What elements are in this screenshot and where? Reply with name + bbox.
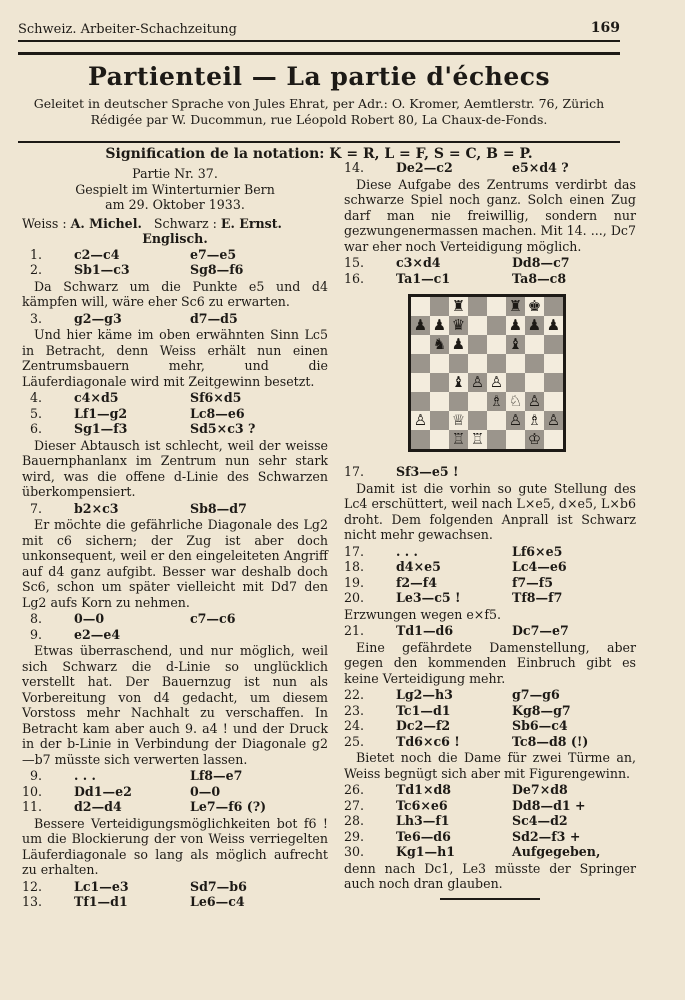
board-square — [411, 373, 430, 392]
board-square — [525, 354, 544, 373]
commentary: Da Schwarz um die Punkte e5 und d4 kämpfen will, wäre eher Sc6 zu erwarten. — [22, 278, 328, 309]
board-square — [544, 392, 563, 411]
commentary: Und hier käme im oben erwähnten Sinn Lc5 in Betracht, denn Weiss erhält nun einen Zentrumsbauern mehr, und die Läuferdiagonale wird mit Zeitgewinn besetzt. — [22, 327, 328, 389]
black-move: Ta8—c8 — [512, 270, 567, 286]
move-row — [344, 160, 636, 176]
white-move: De2—c2 — [396, 160, 453, 175]
black-move: d7—d5 — [190, 310, 238, 326]
white-move: b2×c3 — [74, 500, 119, 516]
commentary: Bietet noch die Dame für zwei Türme an, Weiss begnügt sich aber mit Figurengewinn. — [344, 750, 636, 781]
black-player: E. Ernst. — [220, 215, 282, 231]
board-square — [468, 335, 487, 354]
commentary: Etwas überraschend, und nur möglich, weil sich Schwarz die d-Linie so unglücklich verstellt hat. Der Bauernzug ist nun als Vorbereitung von d4 gedacht, um diesem Vorstoss mehr Nachhalt zu verschaffen. In Betracht kam aber auch 9. a4 ! und der Druck in der b-Linie in Verbindung der Diagonale g2—b7 müsste sich verwerten lassen. — [22, 643, 328, 767]
right-column — [344, 160, 636, 900]
white-move: f2—f4 — [396, 574, 437, 590]
board-square — [468, 411, 487, 430]
move-row — [22, 247, 328, 263]
move-row — [22, 611, 328, 627]
chess-piece-square: ♗ — [487, 392, 506, 411]
move-row — [22, 311, 328, 327]
editor-german: Geleitet in deutscher Sprache von Jules Ehrat, per Adr.: O. Kromer, Aemtlerstr. 76, Zürich — [33, 96, 605, 111]
commentary: Eine gefährdete Damenstellung, aber gegen den kommenden Einbruch gibt es keine Verteidigung mehr. — [344, 639, 636, 686]
chess-piece-square: ♛ — [449, 316, 468, 335]
white-move: c3×d4 — [396, 255, 441, 270]
move-row — [344, 734, 636, 750]
white-move: d2—d4 — [74, 799, 122, 814]
black-move: Le6—c4 — [190, 894, 245, 909]
chess-piece-square: ♜ — [506, 297, 525, 316]
move-number: 24. — [344, 718, 365, 733]
black-move: Dd8—c7 — [512, 255, 570, 270]
move-number: 19. — [344, 574, 365, 590]
end-rule — [440, 898, 540, 900]
commentary: Erzwungen wegen e×f5. — [344, 606, 502, 622]
move-number: 10. — [22, 783, 43, 799]
move-number: 16. — [344, 270, 365, 286]
chess-piece-square: ♘ — [506, 392, 525, 411]
black-move: c7—c6 — [190, 611, 236, 626]
title-bottom-rule — [18, 141, 620, 143]
chess-piece-square: ♙ — [468, 373, 487, 392]
chess-piece-square: ♟ — [544, 316, 563, 335]
move-number: 8. — [29, 611, 42, 626]
move-row — [344, 544, 636, 560]
commentary: Diese Aufgabe des Zentrums verdirbt das schwarze Spiel noch ganz. Solch einen Zug darf man nie freiwillig, sondern nur gezwungenermassen machen. Mit 14. ..., Dc7 war eher noch Verteidigung möglich. — [344, 176, 636, 254]
white-move: 0—0 — [74, 611, 105, 626]
move-number: 12. — [22, 878, 43, 894]
white-move: Lh3—f1 — [396, 813, 450, 828]
move-number: 7. — [29, 500, 42, 516]
chess-piece-square: ♕ — [449, 411, 468, 430]
game-number: Partie Nr. 37. — [132, 166, 218, 181]
board-square — [544, 373, 563, 392]
board-square — [506, 373, 525, 392]
white-move: Ta1—c1 — [396, 270, 451, 286]
board-square — [468, 316, 487, 335]
black-move: Dd8—d1 + — [512, 797, 586, 813]
black-move: 0—0 — [190, 783, 221, 799]
board-square — [487, 316, 506, 335]
move-number: 20. — [344, 590, 365, 605]
white-move: Dd1—e2 — [74, 783, 132, 799]
board-square — [411, 297, 430, 316]
board-square — [525, 373, 544, 392]
white-move: Sf3—e5 ! — [396, 464, 459, 479]
opening-name: Englisch. — [142, 231, 208, 246]
chess-piece-square: ♖ — [449, 430, 468, 449]
move-number: 17. — [344, 464, 365, 479]
move-number: 15. — [344, 255, 365, 270]
black-move: Sb8—d7 — [190, 500, 247, 516]
black-move: Tc8—d8 (!) — [512, 733, 589, 749]
move-row — [344, 271, 636, 287]
board-square — [506, 430, 525, 449]
move-number: 9. — [29, 768, 42, 783]
white-move: Sb1—c3 — [74, 262, 130, 277]
board-square — [411, 430, 430, 449]
white-move: Td6×c6 ! — [396, 733, 460, 749]
black-move: Sg8—f6 — [190, 262, 244, 277]
chess-piece-square: ♝ — [506, 335, 525, 354]
move-row — [344, 829, 636, 845]
black-move — [170, 627, 328, 643]
move-row — [344, 590, 636, 606]
move-number: 11. — [22, 799, 43, 814]
page-number: 169 — [590, 20, 620, 36]
black-move: Le7—f6 (?) — [190, 799, 267, 814]
move-row — [344, 255, 636, 271]
board-square — [430, 411, 449, 430]
move-number: 6. — [29, 421, 42, 436]
move-row — [344, 813, 636, 829]
players-line — [22, 216, 328, 232]
board-square — [487, 411, 506, 430]
board-square — [430, 373, 449, 392]
white-move: Tf1—d1 — [74, 894, 128, 909]
move-number: 9. — [29, 626, 42, 642]
move-row — [22, 894, 328, 910]
white-player: A. Michel. — [70, 215, 142, 231]
move-row — [344, 798, 636, 814]
white-move: Lg2—h3 — [396, 687, 453, 702]
move-number: 5. — [29, 405, 42, 421]
black-move: Kg8—g7 — [512, 702, 571, 718]
chess-piece-square: ♔ — [525, 430, 544, 449]
commentary: Bessere Verteidigungsmöglichkeiten bot f6 ! um die Blockierung der von Weiss verriegelten Läuferdiagonale so lang als möglich aufrecht zu erhalten. — [22, 815, 328, 877]
board-square — [544, 430, 563, 449]
chess-piece-square: ♗ — [525, 411, 544, 430]
white-move: e2—e4 — [74, 626, 121, 642]
chess-diagram — [408, 294, 566, 452]
right-move-list-bottom — [344, 464, 636, 892]
header-rule — [18, 40, 620, 42]
move-number: 21. — [344, 623, 365, 638]
black-move: Sf6×d5 — [190, 390, 242, 405]
white-move: Td1×d8 — [396, 782, 452, 797]
board-square — [487, 335, 506, 354]
chess-piece-square: ♙ — [411, 411, 430, 430]
commentary: Damit ist die vorhin so gute Stellung des Lc4 erschüttert, weil nach L×e5, d×e5, L×b6 droht. Dem folgenden Anprall ist Schwarz nicht mehr gewachsen. — [344, 480, 636, 542]
board-square — [544, 335, 563, 354]
commentary: denn nach Dc1, Le3 müsste der Springer auch noch dran glauben. — [344, 860, 636, 891]
chess-piece-square: ♟ — [449, 335, 468, 354]
move-number: 18. — [344, 559, 365, 574]
black-move: Sd2—f3 + — [512, 828, 581, 844]
white-move: Kg1—h1 — [396, 844, 456, 859]
move-number: 22. — [344, 687, 365, 702]
white-move: c4×d5 — [74, 390, 119, 405]
move-row — [22, 262, 328, 278]
move-number: 30. — [344, 844, 365, 859]
white-move: c2—c4 — [74, 246, 120, 262]
black-move: e7—e5 — [190, 246, 237, 262]
black-move — [492, 464, 636, 480]
board-square — [544, 297, 563, 316]
white-move: Te6—d6 — [396, 828, 451, 844]
chess-piece-square: ♝ — [449, 373, 468, 392]
white-move: Lc1—e3 — [74, 878, 129, 894]
chess-piece-square: ♙ — [487, 373, 506, 392]
chess-piece-square: ♟ — [525, 316, 544, 335]
black-move: Lc4—e6 — [512, 559, 567, 574]
board-square — [430, 430, 449, 449]
move-number: 2. — [29, 262, 42, 277]
chess-piece-square: ♟ — [430, 316, 449, 335]
move-number: 27. — [344, 797, 365, 813]
board-square — [411, 392, 430, 411]
white-move: Le3—c5 ! — [396, 590, 461, 605]
black-move: Dc7—e7 — [512, 623, 569, 638]
chess-piece-square: ♙ — [544, 411, 563, 430]
move-row — [22, 390, 328, 406]
board-square — [468, 354, 487, 373]
board-square — [487, 354, 506, 373]
move-number: 3. — [29, 310, 42, 326]
commentary: Er möchte die gefährliche Diagonale des Lg2 mit c6 sichern; der Zug ist aber doch unkonsequent, weil er den eingeleiteten Angriff auf d4 ganz aufgibt. Besser war deshalb doch Sc6, schon um später vielleicht mit Dd7 den Lg2 aufs Korn zu nehmen. — [22, 517, 328, 610]
move-row — [22, 501, 328, 517]
move-number: 13. — [22, 894, 43, 909]
white-move: Tc6×e6 — [396, 797, 448, 813]
black-move: Sd7—b6 — [190, 878, 247, 894]
board-square — [468, 392, 487, 411]
black-move: De7×d8 — [512, 782, 568, 797]
section-title: Partienteil — La partie d'échecs — [87, 62, 551, 91]
move-row — [344, 575, 636, 591]
board-square — [430, 392, 449, 411]
black-move: Sd5×c3 ? — [190, 421, 256, 436]
black-label: Schwarz : — [153, 215, 217, 231]
move-number: 4. — [29, 390, 42, 405]
black-move: Sc4—d2 — [512, 813, 568, 828]
move-row — [22, 799, 328, 815]
move-row — [22, 768, 328, 784]
white-move: g2—g3 — [74, 310, 122, 326]
board-square — [430, 354, 449, 373]
black-move: g7—g6 — [512, 687, 560, 702]
editors-block — [18, 96, 620, 128]
move-row — [22, 421, 328, 437]
move-row — [344, 687, 636, 703]
move-row — [344, 782, 636, 798]
left-move-list — [22, 247, 328, 910]
chess-piece-square: ♟ — [411, 316, 430, 335]
white-move: d4×e5 — [396, 559, 441, 574]
move-number: 26. — [344, 782, 365, 797]
white-move: Td1—d6 — [396, 623, 454, 638]
board-square — [411, 335, 430, 354]
move-number: 17. — [344, 543, 365, 559]
move-number: 28. — [344, 813, 365, 828]
commentary: Dieser Abtausch ist schlecht, weil der weisse Bauernphanlanx im Zentrum nun sehr stark wird, was die offene d-Linie des Schwarzen überkompensiert. — [22, 437, 328, 499]
white-move: . . . — [74, 768, 96, 783]
board-square — [430, 297, 449, 316]
white-move: Sg1—f3 — [74, 421, 128, 436]
black-move: Lf8—e7 — [190, 768, 243, 783]
white-move: . . . — [396, 543, 418, 559]
game-date: am 29. Oktober 1933. — [105, 197, 245, 212]
white-label: Weiss : — [22, 215, 67, 231]
move-row — [344, 623, 636, 639]
black-move: Lc8—e6 — [190, 405, 245, 421]
black-move: f7—f5 — [512, 574, 553, 590]
move-number: 29. — [344, 828, 365, 844]
move-row — [344, 718, 636, 734]
move-number: 25. — [344, 733, 365, 749]
board-square — [487, 297, 506, 316]
board-square — [525, 335, 544, 354]
black-move: Tf8—f7 — [512, 590, 563, 605]
black-move: Aufgegeben, — [512, 844, 601, 859]
chess-board — [411, 297, 563, 449]
running-head — [18, 20, 620, 40]
board-square — [449, 354, 468, 373]
chess-piece-square: ♙ — [525, 392, 544, 411]
right-move-list-top — [344, 160, 636, 286]
chess-piece-square: ♚ — [525, 297, 544, 316]
notation-legend: Signification de la notation: K = R, L = F, S = C, B = P. — [105, 146, 533, 162]
move-row — [22, 879, 328, 895]
move-row — [344, 703, 636, 719]
chess-piece-square: ♟ — [506, 316, 525, 335]
move-row — [22, 784, 328, 800]
board-square — [449, 392, 468, 411]
move-number: 23. — [344, 702, 365, 718]
board-square — [544, 354, 563, 373]
move-row — [22, 406, 328, 422]
move-row — [344, 844, 636, 860]
editor-french: Rédigée par W. Ducommun, rue Léopold Robert 80, La Chaux-de-Fonds. — [90, 112, 548, 127]
black-move: Sb6—c4 — [512, 718, 568, 733]
move-number: 14. — [344, 160, 365, 175]
chess-piece-square: ♜ — [449, 297, 468, 316]
left-column — [22, 166, 328, 910]
move-row — [22, 627, 328, 643]
black-move: e5×d4 ? — [512, 160, 569, 175]
game-event: Gespielt im Winterturnier Bern — [75, 181, 275, 197]
black-move: Lf6×e5 — [512, 543, 563, 559]
board-square — [487, 430, 506, 449]
board-square — [411, 354, 430, 373]
chess-piece-square: ♞ — [430, 335, 449, 354]
chess-piece-square: ♙ — [506, 411, 525, 430]
move-row — [344, 464, 636, 480]
board-square — [468, 297, 487, 316]
journal-name: Schweiz. Arbeiter-Schachzeitung — [18, 22, 237, 37]
white-move: Lf1—g2 — [74, 405, 128, 421]
white-move: Tc1—d1 — [396, 702, 451, 718]
white-move: Dc2—f2 — [396, 718, 451, 733]
move-number: 1. — [29, 246, 42, 262]
title-top-rule — [18, 52, 620, 55]
move-row — [344, 559, 636, 575]
board-square — [506, 354, 525, 373]
chess-piece-square: ♖ — [468, 430, 487, 449]
